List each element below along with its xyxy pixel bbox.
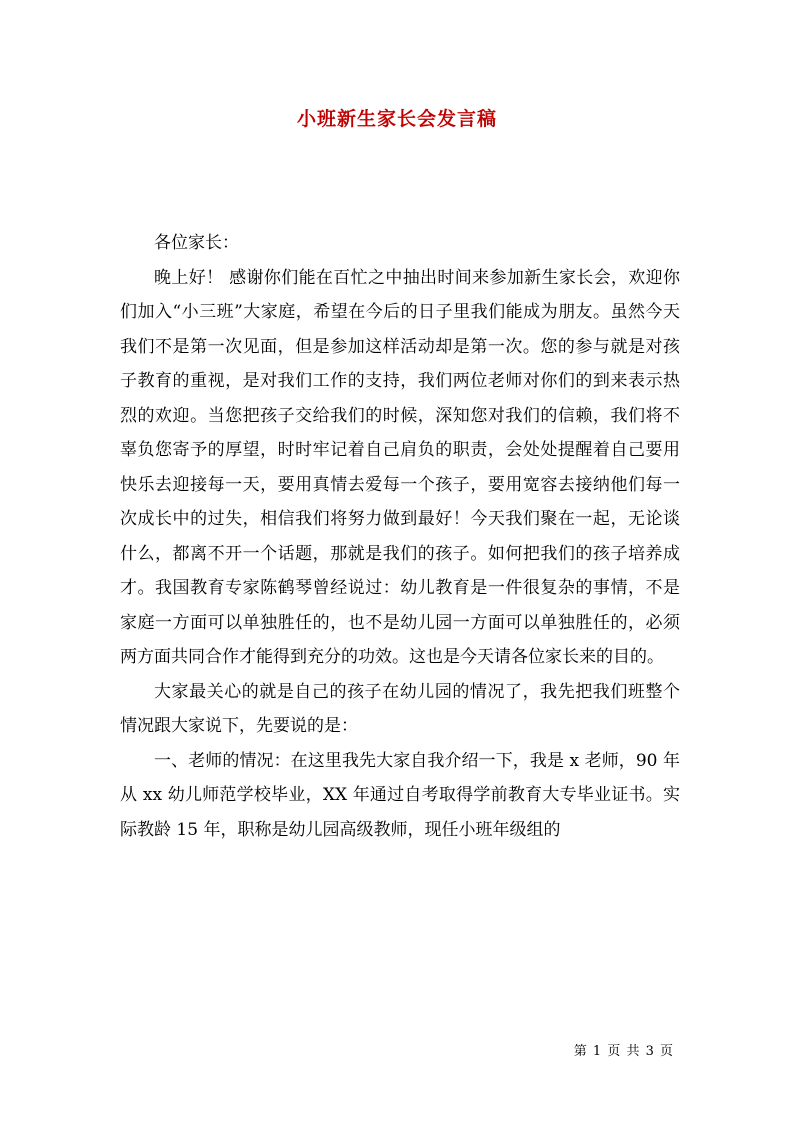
document-body: [120, 226, 680, 847]
page-number: 第 1 页 共 3 页: [573, 1044, 674, 1059]
paragraph-class-intro: 大家最关心的就是自己的孩子在幼儿园的情况了，我先把我们班整个情况跟大家说下，先要说的是：: [120, 681, 680, 736]
paragraph-salutation: 各位家长：: [154, 233, 239, 253]
paragraph-teacher-info: 一、老师的情况：在这里我先大家自我介绍一下，我是 x 老师，90 年从 xx 幼儿师范学校毕业，XX 年通过自考取得学前教育大专毕业证书。实际教龄 15 年，职称是幼儿园高级教师，现任小班年级组的: [120, 750, 680, 840]
paragraph-greeting: 晚上好！ 感谢你们能在百忙之中抽出时间来参加新生家长会，欢迎你们加入“小三班”大家庭，希望在今后的日子里我们能成为朋友。虽然今天我们不是第一次见面，但是参加这样活动却是第一次。您的参与就是对孩子教育的重视，是对我们工作的支持，我们两位老师对你们的到来表示热烈的欢迎。当您把孩子交给我们的时候，深知您对我们的信赖，我们将不辜负您寄予的厚望，时时牢记着自己肩负的职责，会处处提醒着自己要用快乐去迎接每一天，要用真情去爱每一个孩子，要用宽容去接纳他们每一次成长中的过失，相信我们将努力做到最好！今天我们聚在一起，无论谈什么，都离不开一个话题，那就是我们的孩子。如何把我们的孩子培养成才。我国教育专家陈鹤琴曾经说过：幼儿教育是一件很复杂的事情，不是家庭一方面可以单独胜任的，也不是幼儿园一方面可以单独胜任的，必须两方面共同合作才能得到充分的功效。这也是今天请各位家长来的目的。: [120, 267, 680, 667]
document-title: 小班新生家长会发言稿: [296, 108, 497, 130]
